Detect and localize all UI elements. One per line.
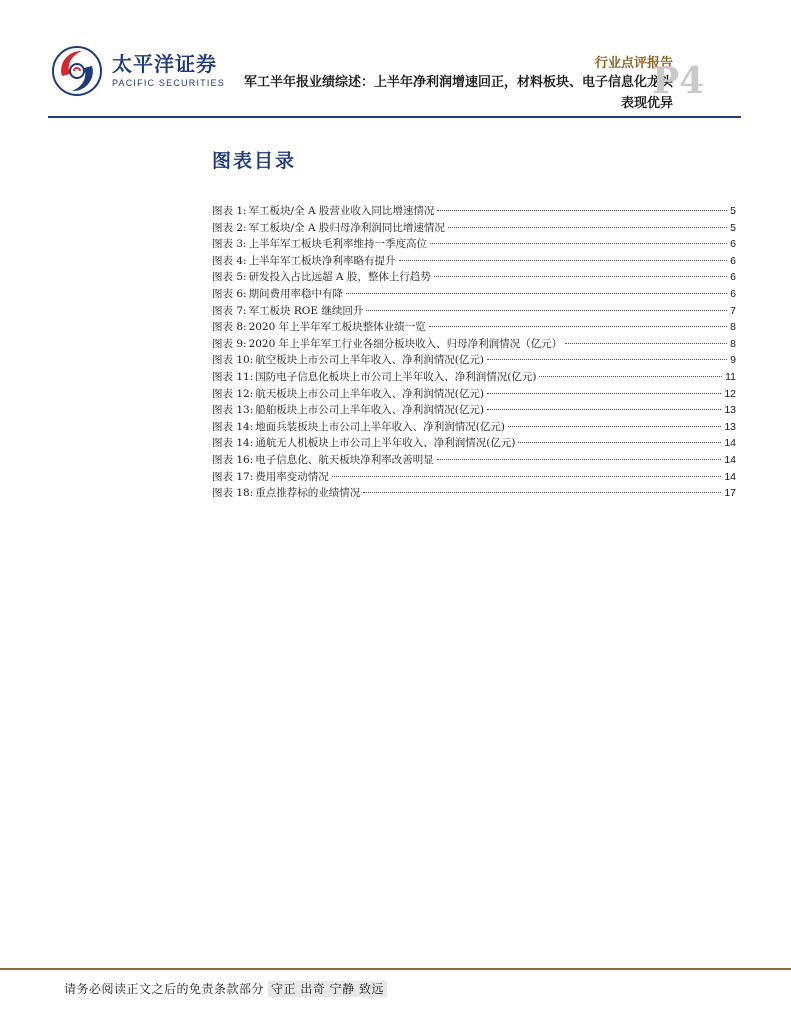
toc-entry[interactable]: [212, 485, 736, 502]
toc-entry[interactable]: [212, 469, 736, 486]
toc-leader-dots: [448, 227, 727, 228]
toc-entry-page: 5: [730, 205, 736, 217]
toc-entry-caption: 上半年军工板块毛利率维持一季度高位: [248, 238, 428, 251]
logo-english-name: PACIFIC SECURITIES: [112, 78, 225, 88]
footer: [64, 980, 387, 997]
toc-entry-label: 图表 12:: [212, 387, 254, 400]
toc-entry-caption: 军工板块/全 A 股归母净利润同比增速情况: [248, 221, 445, 234]
toc-list: [212, 203, 736, 502]
toc-entry-page: 14: [724, 437, 736, 450]
toc-entry[interactable]: [212, 369, 736, 386]
toc-entry[interactable]: [212, 319, 736, 336]
toc-entry-caption: 航空板块上市公司上半年收入、净利润情况(亿元): [255, 354, 484, 367]
toc-entry-caption: 军工板块 ROE 继续回升: [248, 304, 364, 317]
toc-entry-label: 图表 16:: [212, 453, 254, 466]
toc-entry-page: 11: [725, 370, 736, 383]
toc-entry-page: 8: [730, 337, 736, 350]
toc-entry-label: 图表 1:: [212, 205, 247, 217]
toc-entry[interactable]: [212, 220, 736, 237]
toc-entry-label: 图表 7:: [212, 304, 247, 317]
toc-entry-page: 17: [724, 487, 736, 500]
toc-entry-caption: 航天板块上市公司上半年收入、净利润情况(亿元): [255, 387, 484, 400]
toc-entry[interactable]: [212, 203, 736, 220]
toc-entry-label: 图表 4:: [212, 254, 247, 267]
toc-leader-dots: [437, 459, 722, 460]
toc-entry[interactable]: [212, 269, 736, 286]
toc-entry-page: 13: [724, 420, 736, 433]
toc-leader-dots: [332, 476, 722, 477]
toc-leader-dots: [399, 260, 728, 261]
toc-entry-label: 图表 14:: [212, 437, 254, 450]
toc-entry[interactable]: [212, 402, 736, 419]
logo-chinese-name: 太平洋证券: [112, 52, 217, 76]
footer-motto: 守正 出奇 宁静 致远: [268, 981, 387, 997]
toc-entry-page: 5: [730, 221, 736, 234]
toc-entry-caption: 重点推荐标的业绩情况: [255, 487, 361, 500]
toc-leader-dots: [487, 409, 721, 410]
toc-entry-label: 图表 2:: [212, 221, 247, 234]
toc-leader-dots: [487, 393, 721, 394]
toc-entry-caption: 2020 年上半年军工板块整体业绩一览: [248, 321, 426, 334]
toc-entry-caption: 军工板块/全 A 股营业收入同比增速情况: [248, 205, 435, 217]
toc-entry-label: 图表 14:: [212, 420, 254, 433]
toc-entry-page: 6: [730, 287, 736, 300]
toc-entry-caption: 国防电子信息化板块上市公司上半年收入、净利润情况(亿元): [255, 370, 537, 383]
toc-leader-dots: [429, 326, 728, 327]
toc-entry[interactable]: [212, 286, 736, 303]
toc-entry-page: 14: [724, 470, 736, 483]
toc-heading: 图表目录: [212, 150, 297, 172]
toc-entry-page: 8: [730, 321, 736, 334]
company-logo: [48, 42, 225, 98]
footer-disclaimer: 请务必阅读正文之后的免责条款部分: [64, 982, 265, 996]
toc-entry-page: 13: [724, 404, 736, 417]
toc-entry-caption: 费用率变动情况: [255, 470, 329, 483]
toc-entry-caption: 船舶板块上市公司上半年收入、净利润情况(亿元): [255, 404, 484, 417]
toc-entry-page: 7: [730, 304, 736, 317]
footer-divider: [0, 968, 791, 970]
toc-leader-dots: [518, 442, 721, 443]
toc-entry[interactable]: [212, 352, 736, 369]
toc-entry-label: 图表 10:: [212, 354, 254, 367]
toc-entry-page: 6: [730, 271, 736, 284]
toc-entry-caption: 通航无人机板块上市公司上半年收入、净利润情况(亿元): [255, 437, 516, 450]
report-title: 军工半年报业绩综述：上半年净利润增速回正，材料板块、电子信息化龙头表现优异: [243, 75, 673, 111]
toc-leader-dots: [437, 210, 727, 211]
toc-entry-label: 图表 17:: [212, 470, 254, 483]
page-header: [0, 0, 791, 122]
toc-entry-page: 14: [724, 453, 736, 466]
toc-entry[interactable]: [212, 386, 736, 403]
page-number: P4: [652, 60, 705, 102]
toc-leader-dots: [366, 310, 727, 311]
toc-entry-caption: 期间费用率稳中有降: [248, 287, 344, 300]
toc-entry-page: 9: [730, 354, 736, 367]
toc-entry-caption: 研发投入占比远超 A 股，整体上行趋势: [248, 271, 431, 284]
toc-entry-caption: 上半年军工板块净利率略有提升: [248, 254, 396, 267]
toc-leader-dots: [539, 376, 722, 377]
toc-entry[interactable]: [212, 435, 736, 452]
toc-entry-caption: 电子信息化、航天板块净利率改善明显: [255, 453, 434, 466]
header-divider: [48, 116, 741, 118]
toc-entry[interactable]: [212, 336, 736, 353]
toc-entry-label: 图表 3:: [212, 238, 247, 251]
toc-entry-label: 图表 13:: [212, 404, 254, 417]
toc-entry-caption: 地面兵装板块上市公司上半年收入、净利润情况(亿元): [255, 420, 505, 433]
toc-entry[interactable]: [212, 236, 736, 253]
toc-entry-label: 图表 8:: [212, 321, 247, 334]
toc-entry-label: 图表 11:: [212, 370, 254, 383]
toc-entry[interactable]: [212, 419, 736, 436]
toc-entry-label: 图表 5:: [212, 271, 247, 284]
toc-leader-dots: [565, 343, 727, 344]
toc-entry[interactable]: [212, 253, 736, 270]
toc-leader-dots: [346, 293, 727, 294]
toc-entry-label: 图表 6:: [212, 287, 247, 300]
toc-leader-dots: [508, 426, 721, 427]
toc-leader-dots: [363, 492, 721, 493]
report-type: 行业点评报告: [594, 56, 673, 71]
toc-entry-page: 12: [724, 387, 736, 400]
toc-entry-page: 6: [730, 238, 736, 251]
toc-leader-dots: [430, 243, 727, 244]
toc-entry-caption: 2020 年上半年军工行业各细分板块收入、归母净利润情况（亿元）: [248, 337, 563, 350]
pacific-securities-logo-icon: [48, 42, 106, 100]
toc-entry-page: 6: [730, 254, 736, 267]
toc-entry-label: 图表 9:: [212, 337, 247, 350]
toc-leader-dots: [487, 359, 727, 360]
toc-leader-dots: [434, 276, 727, 277]
toc-entry[interactable]: [212, 303, 736, 320]
toc-entry-label: 图表 18:: [212, 487, 254, 500]
toc-entry[interactable]: [212, 452, 736, 469]
